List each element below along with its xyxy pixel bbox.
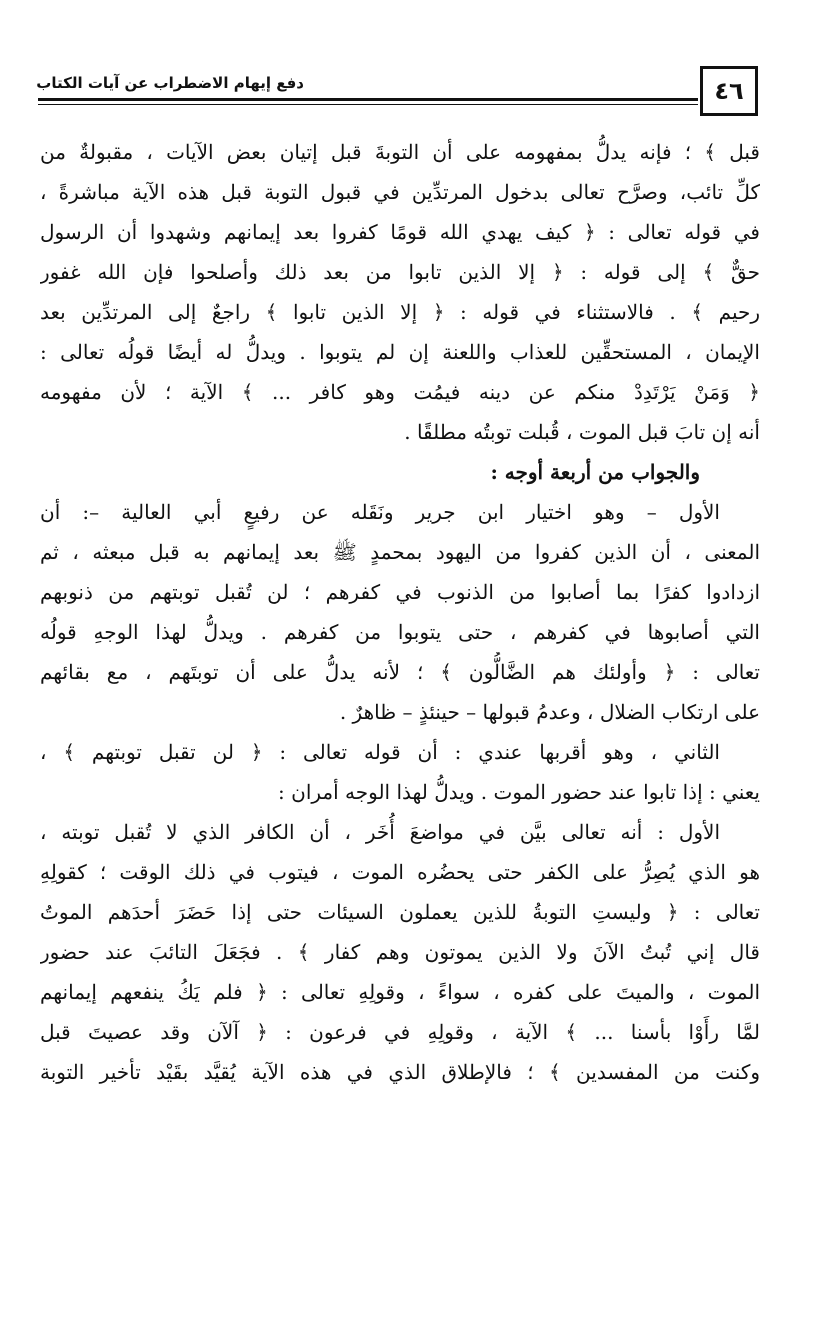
header-rule-thin: [38, 104, 698, 105]
text-line: حقٌّ ﴾ إلى قوله : ﴿ إلا الذين تابوا من بعد ذلك وأصلحوا فإن الله غفور: [40, 260, 760, 284]
text-line: قال إني تُبتُ الآنَ ولا الذين يموتون وهم كفار ﴾ . فجَعَلَ التائبَ عند حضور: [40, 940, 760, 964]
text-body: [40, 132, 760, 1092]
text-line: ازدادوا كفرًا بما أصابوا من الذنوب في كفرهم ؛ لن تُقبل توبتهم من ذنوبهم: [40, 580, 760, 604]
text-line: أنه إن تابَ قبل الموت ، قُبلت توبتُه مطلقًا .: [404, 420, 760, 444]
section-heading: والجواب من أربعة أوجه :: [490, 460, 700, 484]
text-line: يعني : إذا تابوا عند حضور الموت . ويدلُّ لهذا الوجه أمران :: [278, 780, 760, 804]
text-line: رحيم ﴾ . فالاستثناء في قوله : ﴿ إلا الذين تابوا ﴾ راجعٌ إلى المرتدِّين بعد: [40, 300, 760, 324]
text-line: لمَّا رأَوْا بأسنا ... ﴾ الآية ، وقولِهِ في فرعون : ﴿ آلآن وقد عصيتَ قبل: [40, 1020, 760, 1044]
text-line: في قوله تعالى : ﴿ كيف يهدي الله قومًا كفروا بعد إيمانهم وشهدوا أن الرسول: [40, 220, 760, 244]
text-line: تعالى : ﴿ وأولئك هم الضَّالُّون ﴾ ؛ لأنه يدلُّ على أن توبتَهم ، مع بقائهم: [40, 660, 760, 684]
running-title: دفع إيهام الاضطراب عن آيات الكتاب: [36, 74, 304, 92]
text-line: الأول – وهو اختيار ابن جرير ونَقَله عن رفيعٍ أبي العالية –: أن: [40, 500, 720, 524]
text-line: ﴿ وَمَنْ يَرْتَدِدْ منكم عن دينه فيمُت وهو كافر ... ﴾ الآية ؛ لأن مفهومه: [40, 380, 760, 404]
text-line: تعالى : ﴿ وليستِ التوبةُ للذين يعملون السيئات حتى إذا حَضَرَ أحدَهم الموتُ: [40, 900, 760, 924]
page-number: ٤٦: [700, 66, 758, 116]
text-line: المعنى ، أن الذين كفروا من اليهود بمحمدٍ ﷺ بعد إيمانهم به قبل مبعثه ، ثم: [40, 540, 760, 564]
text-line: التي أصابوها في كفرهم ، حتى يتوبوا من كفرهم . ويدلُّ لهذا الوجهِ قولُه: [40, 620, 760, 644]
text-line: الأول : أنه تعالى بيَّن في مواضعَ أُخَر ، أن الكافر الذي لا تُقبل توبته ،: [40, 820, 720, 844]
text-line: قبل ﴾ ؛ فإنه يدلُّ بمفهومه على أن التوبةَ قبل إتيان بعض الآيات ، مقبولةٌ من: [40, 140, 760, 164]
text-line: الثاني ، وهو أقربها عندي : أن قوله تعالى : ﴿ لن تقبل توبتهم ﴾ ،: [40, 740, 720, 764]
text-line: كلِّ تائب، وصرَّح تعالى بدخول المرتدِّين في قبول التوبة قبل هذه الآية مباشرةً ،: [40, 180, 760, 204]
text-line: وكنت من المفسدين ﴾ ؛ فالإطلاق الذي في هذه الآية يُقيَّد بقَيْد تأخير التوبة: [40, 1060, 760, 1084]
header-rule: [38, 98, 698, 101]
text-line: الإيمان ، المستحقِّين للعذاب واللعنة إن لم يتوبوا . ويدلُّ له أيضًا قولُه تعالى :: [40, 340, 760, 364]
text-line: على ارتكاب الضلال ، وعدمُ قبولها – حينئذٍ – ظاهرٌ .: [339, 700, 760, 724]
text-line: الموت ، والميتَ على كفره ، سواءً ، وقولِهِ تعالى : ﴿ فلم يَكُ ينفعهم إيمانهم: [40, 980, 760, 1004]
text-line: هو الذي يُصِرُّ على الكفر حتى يحضُره الموت ، فيتوب في ذلك الوقت ؛ كقولِهِ: [40, 860, 760, 884]
